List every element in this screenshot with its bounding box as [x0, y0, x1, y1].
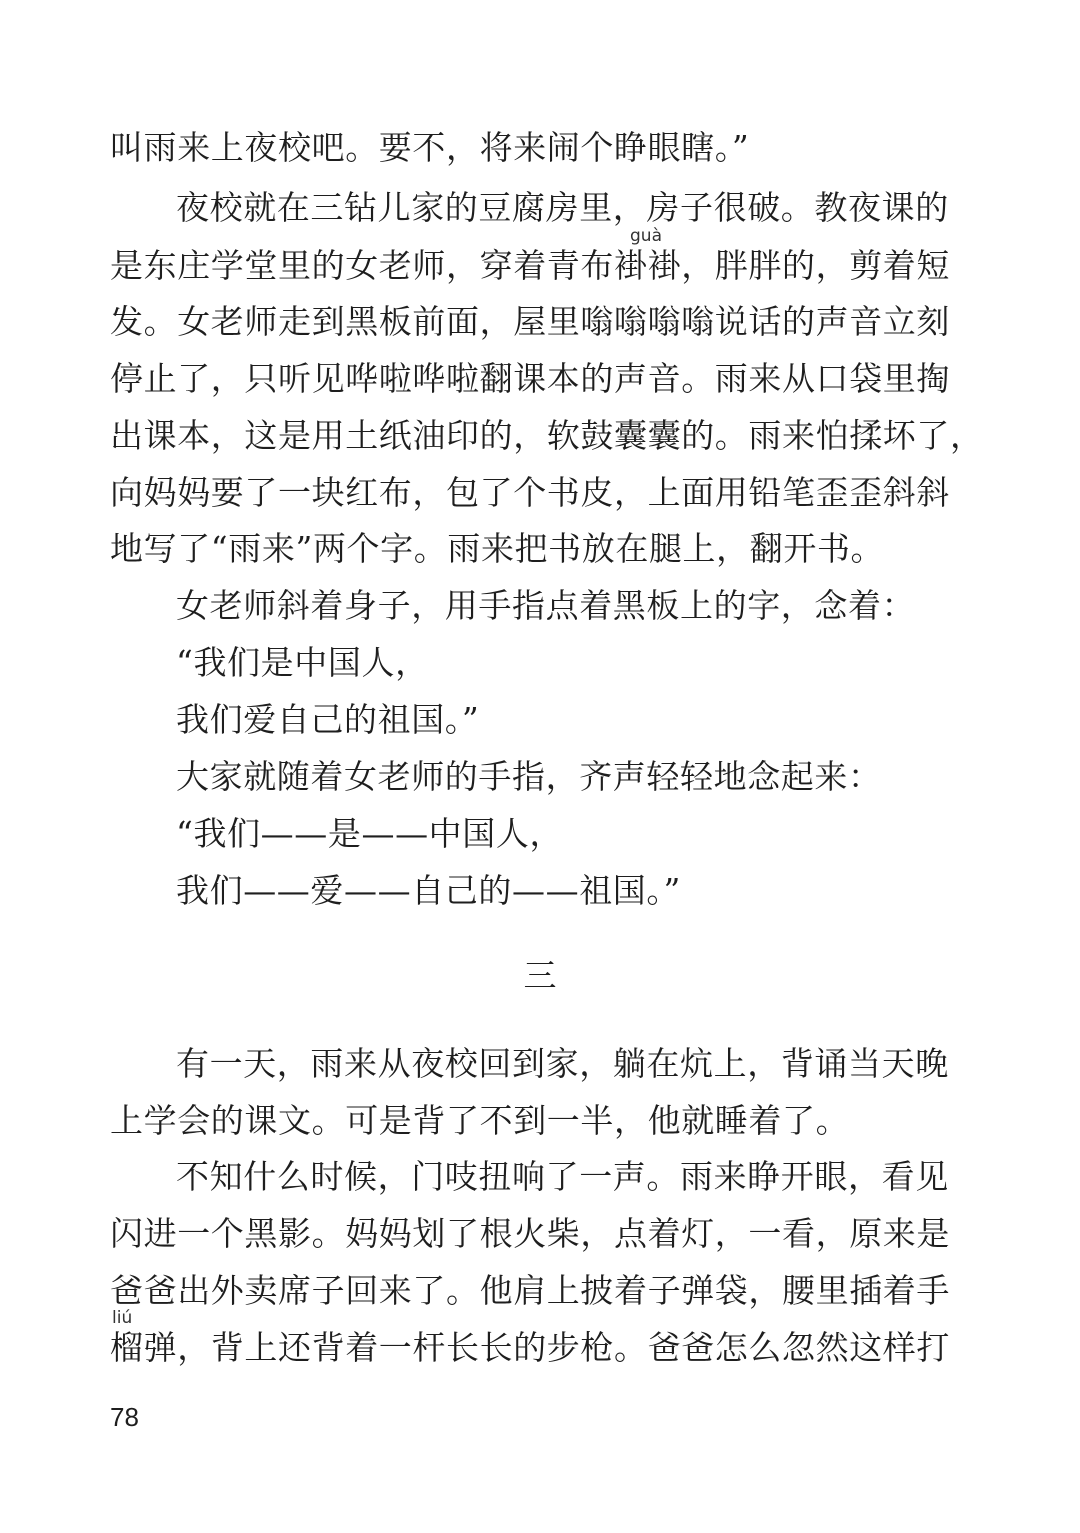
- text-line: 有一天，雨来从夜校回到家，躺在炕上，背诵当天晚: [176, 1044, 949, 1083]
- text-line: 出课本，这是用土纸油印的，软鼓囊囊的。雨来怕揉坏了，: [110, 416, 984, 455]
- text-line: 大家就随着女老师的手指，齐声轻轻地念起来：: [176, 757, 882, 796]
- page-number: 78: [110, 1402, 139, 1432]
- text-line: 不知什么时候，门吱扭响了一声。雨来睁开眼，看见: [176, 1157, 949, 1196]
- text-line: 叫雨来上夜校吧。要不，将来闹个睁眼瞎。”: [110, 128, 750, 167]
- text-line: 女老师斜着身子，用手指点着黑板上的字，念着：: [176, 586, 916, 625]
- text-line: 发。女老师走到黑板前面，屋里嗡嗡嗡嗡说话的声音立刻: [110, 302, 950, 341]
- section-heading: 三: [523, 956, 557, 995]
- text-line: 上学会的课文。可是背了不到一半，他就睡着了。: [110, 1101, 850, 1140]
- text-line: 是东庄学堂里的女老师，穿着青布褂褂，胖胖的，剪着短: [110, 246, 950, 285]
- text-line: 地写了“雨来”两个字。雨来把书放在腿上，翻开书。: [110, 529, 885, 568]
- text-line: “我们——是——中国人，: [176, 814, 564, 853]
- text-line: 停止了，只听见哗啦哗啦翻课本的声音。雨来从口袋里掏: [110, 359, 950, 398]
- text-line: “我们是中国人，: [176, 643, 429, 682]
- text-line: 我们——爱——自己的——祖国。”: [176, 871, 681, 910]
- text-line: 我们爱自己的祖国。”: [176, 700, 480, 739]
- text-line: 闪进一个黑影。妈妈划了根火柴，点着灯，一看，原来是: [110, 1214, 950, 1253]
- text-line: 榴弹，背上还背着一杆长长的步枪。爸爸怎么忽然这样打: [110, 1328, 950, 1367]
- text-line: 向妈妈要了一块红布，包了个书皮，上面用铅笔歪歪斜斜: [110, 473, 950, 512]
- text-line: 爸爸出外卖席子回来了。他肩上披着子弹袋，腰里插着手: [110, 1271, 950, 1310]
- pinyin-annotation: guà: [630, 226, 662, 246]
- text-line: 夜校就在三钻儿家的豆腐房里，房子很破。教夜课的: [176, 188, 949, 227]
- pinyin-annotation: liú: [112, 1308, 133, 1328]
